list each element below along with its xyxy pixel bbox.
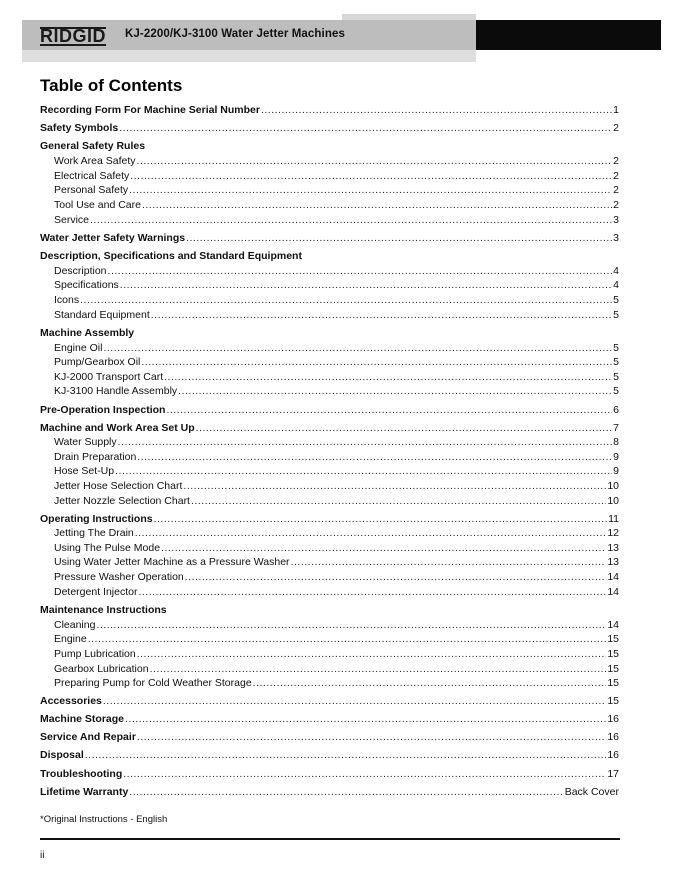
toc-group bbox=[40, 103, 619, 118]
toc-subentry-page: 5 bbox=[613, 370, 619, 383]
leader-dots bbox=[185, 570, 607, 585]
toc-subentry[interactable] bbox=[40, 278, 619, 293]
toc-entry[interactable] bbox=[40, 231, 619, 246]
toc-subentry[interactable] bbox=[40, 494, 619, 509]
leader-dots bbox=[183, 479, 606, 494]
brand-text: RIDGID bbox=[40, 26, 106, 46]
page-number: ii bbox=[40, 850, 45, 861]
toc-subentry-page: 8 bbox=[613, 436, 619, 449]
toc-group bbox=[40, 231, 619, 246]
toc-entry[interactable] bbox=[40, 326, 619, 341]
toc-subentry[interactable] bbox=[40, 585, 619, 600]
toc-entry-label: Troubleshooting bbox=[40, 767, 123, 780]
toc-subentry[interactable] bbox=[40, 676, 619, 691]
leader-dots bbox=[90, 213, 612, 228]
toc-subentry-label: Gearbox Lubrication bbox=[54, 662, 149, 675]
leader-dots bbox=[261, 103, 612, 118]
leader-dots bbox=[151, 308, 612, 323]
toc-subentry-page: 15 bbox=[607, 677, 619, 690]
toc-entry-label: Machine Storage bbox=[40, 713, 125, 726]
toc-group bbox=[40, 512, 619, 600]
toc-subentry-page: 13 bbox=[607, 556, 619, 569]
leader-dots bbox=[96, 618, 606, 633]
toc-subentry-label: Pump Lubrication bbox=[54, 647, 136, 660]
toc-entry-page: 16 bbox=[607, 713, 619, 726]
toc-subentry-page: 9 bbox=[613, 465, 619, 478]
toc-entry-page: 7 bbox=[613, 421, 619, 434]
toc-subentry-page: 5 bbox=[613, 293, 619, 306]
toc-entry-page: 6 bbox=[613, 403, 619, 416]
leader-dots bbox=[138, 585, 606, 600]
toc-subentry-label: Cleaning bbox=[54, 618, 96, 631]
toc-subentry[interactable] bbox=[40, 541, 619, 556]
toc-entry-page: 16 bbox=[607, 749, 619, 762]
footnote: *Original Instructions - English bbox=[40, 814, 168, 825]
toc-subentry-page: 12 bbox=[607, 527, 619, 540]
leader-dots bbox=[161, 541, 606, 556]
leader-dots bbox=[129, 183, 612, 198]
leader-dots bbox=[103, 694, 606, 709]
toc-subentry[interactable] bbox=[40, 618, 619, 633]
leader-dots bbox=[154, 512, 608, 527]
toc-subentry-page: 2 bbox=[613, 169, 619, 182]
toc-entry-label: Lifetime Warranty bbox=[40, 785, 129, 798]
toc-entry-label: Disposal bbox=[40, 749, 84, 762]
toc-entry-label: Recording Form For Machine Serial Number bbox=[40, 104, 260, 116]
leader-dots bbox=[186, 231, 612, 246]
toc-subentry-label: Work Area Safety bbox=[54, 155, 136, 168]
toc-subentry-page: 2 bbox=[613, 184, 619, 197]
toc-group bbox=[40, 785, 619, 800]
leader-dots bbox=[120, 278, 612, 293]
toc-entry-label: Service And Repair bbox=[40, 731, 136, 744]
footer-rule bbox=[40, 838, 620, 840]
toc-entry-label: Water Jetter Safety Warnings bbox=[40, 231, 186, 244]
leader-dots bbox=[108, 264, 613, 279]
toc-subentry-label: Specifications bbox=[54, 279, 119, 292]
toc-subentry-label: Preparing Pump for Cold Weather Storage bbox=[54, 677, 252, 690]
toc-entry[interactable] bbox=[40, 249, 619, 264]
leader-dots bbox=[137, 450, 612, 465]
toc-subentry-page: 10 bbox=[607, 479, 619, 492]
toc-subentry-page: 15 bbox=[607, 633, 619, 646]
toc-subentry-label: Hose Set-Up bbox=[54, 465, 115, 478]
toc-subentry[interactable] bbox=[40, 555, 619, 570]
toc-entry[interactable] bbox=[40, 421, 619, 436]
toc-group bbox=[40, 730, 619, 745]
toc-subentry-label: Electrical Safety bbox=[54, 169, 130, 182]
toc-subentry[interactable] bbox=[40, 341, 619, 356]
toc-entry-label: Operating Instructions bbox=[40, 512, 153, 525]
leader-dots bbox=[191, 494, 606, 509]
toc-entry-page: 15 bbox=[607, 695, 619, 708]
toc-entry[interactable] bbox=[40, 121, 619, 136]
toc-entry-page: 11 bbox=[608, 512, 619, 525]
toc-entry-page: Back Cover bbox=[564, 785, 619, 798]
toc-group bbox=[40, 694, 619, 709]
toc-subentry-label: Drain Preparation bbox=[54, 450, 137, 463]
toc-subentry[interactable] bbox=[40, 632, 619, 647]
toc-subentry-label: Standard Equipment bbox=[54, 308, 150, 321]
toc-subentry[interactable] bbox=[40, 308, 619, 323]
ridgid-logo bbox=[40, 26, 106, 47]
toc-entry-page: 3 bbox=[613, 231, 619, 244]
toc-entry[interactable] bbox=[40, 603, 619, 618]
toc-entry[interactable] bbox=[40, 785, 619, 800]
toc-subentry-label: Engine Oil bbox=[54, 341, 103, 354]
toc-group bbox=[40, 403, 619, 418]
toc-subentry[interactable] bbox=[40, 479, 619, 494]
toc-group bbox=[40, 603, 619, 691]
toc-subentry[interactable] bbox=[40, 293, 619, 308]
toc-group bbox=[40, 326, 619, 399]
toc-entry-label: Machine Assembly bbox=[40, 326, 135, 339]
toc-heading: Table of Contents bbox=[40, 76, 183, 95]
toc-subentry-label: Jetter Nozzle Selection Chart bbox=[54, 494, 190, 507]
toc-entry[interactable] bbox=[40, 748, 619, 763]
toc-entry-page: 1 bbox=[613, 104, 619, 116]
toc-subentry-label: Jetter Hose Selection Chart bbox=[54, 479, 183, 492]
toc-entry-label: Pre-Operation Inspection bbox=[40, 403, 166, 416]
toc-subentry-page: 14 bbox=[607, 618, 619, 631]
toc-group bbox=[40, 421, 619, 509]
toc-subentry-label: KJ-3100 Handle Assembly bbox=[54, 385, 178, 398]
toc-subentry-page: 10 bbox=[607, 494, 619, 507]
toc-entry[interactable] bbox=[40, 139, 619, 154]
leader-dots bbox=[150, 662, 607, 677]
leader-dots bbox=[129, 785, 563, 800]
toc-subentry-label: Engine bbox=[54, 633, 87, 646]
toc-subentry-page: 13 bbox=[607, 541, 619, 554]
document-title: KJ-2200/KJ-3100 Water Jetter Machines bbox=[125, 28, 345, 40]
toc-entry[interactable] bbox=[40, 712, 619, 727]
toc-subentry-page: 14 bbox=[607, 571, 619, 584]
toc-subentry-page: 4 bbox=[613, 264, 619, 277]
toc-subentry-label: Description bbox=[54, 264, 107, 277]
toc-subentry-label: Icons bbox=[54, 293, 80, 306]
toc-subentry[interactable] bbox=[40, 183, 619, 198]
toc-subentry-label: Using Water Jetter Machine as a Pressure Washer bbox=[54, 556, 290, 569]
toc-subentry-page: 4 bbox=[613, 279, 619, 292]
toc-subentry-page: 5 bbox=[613, 356, 619, 369]
toc-entry[interactable] bbox=[40, 694, 619, 709]
toc-entry[interactable] bbox=[40, 512, 619, 527]
leader-dots bbox=[103, 341, 612, 356]
toc-entry-page: 2 bbox=[613, 122, 619, 135]
toc-subentry[interactable] bbox=[40, 464, 619, 479]
toc-group bbox=[40, 712, 619, 727]
toc-entry-page: 17 bbox=[607, 767, 619, 780]
toc-subentry[interactable] bbox=[40, 450, 619, 465]
leader-dots bbox=[137, 730, 606, 745]
leader-dots bbox=[125, 712, 606, 727]
toc-subentry-page: 2 bbox=[613, 198, 619, 211]
toc-subentry-page: 15 bbox=[607, 662, 619, 675]
toc-subentry[interactable] bbox=[40, 647, 619, 662]
toc-entry[interactable] bbox=[40, 730, 619, 745]
toc-subentry[interactable] bbox=[40, 355, 619, 370]
toc-group bbox=[40, 748, 619, 763]
toc-group bbox=[40, 139, 619, 227]
toc-entry[interactable] bbox=[40, 103, 619, 118]
toc-subentry-page: 5 bbox=[613, 308, 619, 321]
toc-subentry-label: Water Supply bbox=[54, 436, 117, 449]
table-of-contents bbox=[40, 103, 619, 803]
toc-subentry-label: Personal Safety bbox=[54, 184, 129, 197]
leader-dots bbox=[85, 748, 607, 763]
toc-group bbox=[40, 767, 619, 782]
leader-dots bbox=[118, 435, 613, 450]
toc-subentry-page: 9 bbox=[613, 450, 619, 463]
toc-entry-label: Maintenance Instructions bbox=[40, 603, 167, 616]
toc-subentry[interactable] bbox=[40, 370, 619, 385]
toc-subentry[interactable] bbox=[40, 198, 619, 213]
toc-entry-label: Machine and Work Area Set Up bbox=[40, 421, 195, 434]
toc-entry-label: Accessories bbox=[40, 695, 102, 708]
toc-subentry-label: Pump/Gearbox Oil bbox=[54, 356, 141, 369]
header-strip bbox=[22, 50, 476, 62]
toc-subentry-label: KJ-2000 Transport Cart bbox=[54, 370, 164, 383]
toc-subentry[interactable] bbox=[40, 435, 619, 450]
leader-dots bbox=[291, 555, 607, 570]
toc-subentry-page: 15 bbox=[607, 647, 619, 660]
toc-subentry-page: 3 bbox=[613, 213, 619, 226]
toc-subentry-label: Using The Pulse Mode bbox=[54, 541, 161, 554]
leader-dots bbox=[141, 355, 612, 370]
header-black-block bbox=[476, 20, 661, 50]
toc-subentry-page: 5 bbox=[613, 341, 619, 354]
toc-subentry-page: 2 bbox=[613, 155, 619, 168]
leader-dots bbox=[135, 526, 607, 541]
toc-entry-label: Description, Specifications and Standard Equipment bbox=[40, 249, 302, 262]
leader-dots bbox=[142, 198, 612, 213]
toc-entry[interactable] bbox=[40, 403, 619, 418]
toc-subentry[interactable] bbox=[40, 526, 619, 541]
toc-entry-label: Safety Symbols bbox=[40, 122, 119, 135]
leader-dots bbox=[119, 121, 612, 136]
toc-group bbox=[40, 249, 619, 322]
toc-subentry-page: 5 bbox=[613, 385, 619, 398]
toc-subentry[interactable] bbox=[40, 264, 619, 279]
toc-entry[interactable] bbox=[40, 767, 619, 782]
toc-subentry[interactable] bbox=[40, 384, 619, 399]
toc-entry-label: General Safety Rules bbox=[40, 140, 146, 153]
toc-subentry-label: Tool Use and Care bbox=[54, 198, 141, 211]
leader-dots bbox=[137, 154, 613, 169]
leader-dots bbox=[196, 421, 613, 436]
toc-subentry-label: Detergent Injector bbox=[54, 585, 138, 598]
leader-dots bbox=[88, 632, 607, 647]
toc-subentry-label: Service bbox=[54, 213, 90, 226]
leader-dots bbox=[164, 370, 612, 385]
leader-dots bbox=[80, 293, 612, 308]
toc-subentry[interactable] bbox=[40, 662, 619, 677]
leader-dots bbox=[123, 767, 606, 782]
toc-subentry[interactable] bbox=[40, 570, 619, 585]
toc-subentry[interactable] bbox=[40, 169, 619, 184]
toc-subentry-page: 14 bbox=[607, 585, 619, 598]
toc-subentry[interactable] bbox=[40, 154, 619, 169]
toc-entry-page: 16 bbox=[607, 731, 619, 744]
toc-subentry[interactable] bbox=[40, 213, 619, 228]
leader-dots bbox=[115, 464, 612, 479]
leader-dots bbox=[253, 676, 607, 691]
leader-dots bbox=[178, 384, 612, 399]
leader-dots bbox=[130, 169, 612, 184]
leader-dots bbox=[166, 403, 612, 418]
toc-subentry-label: Jetting The Drain bbox=[54, 527, 134, 540]
toc-subentry-label: Pressure Washer Operation bbox=[54, 571, 184, 584]
leader-dots bbox=[137, 647, 607, 662]
toc-group bbox=[40, 121, 619, 136]
